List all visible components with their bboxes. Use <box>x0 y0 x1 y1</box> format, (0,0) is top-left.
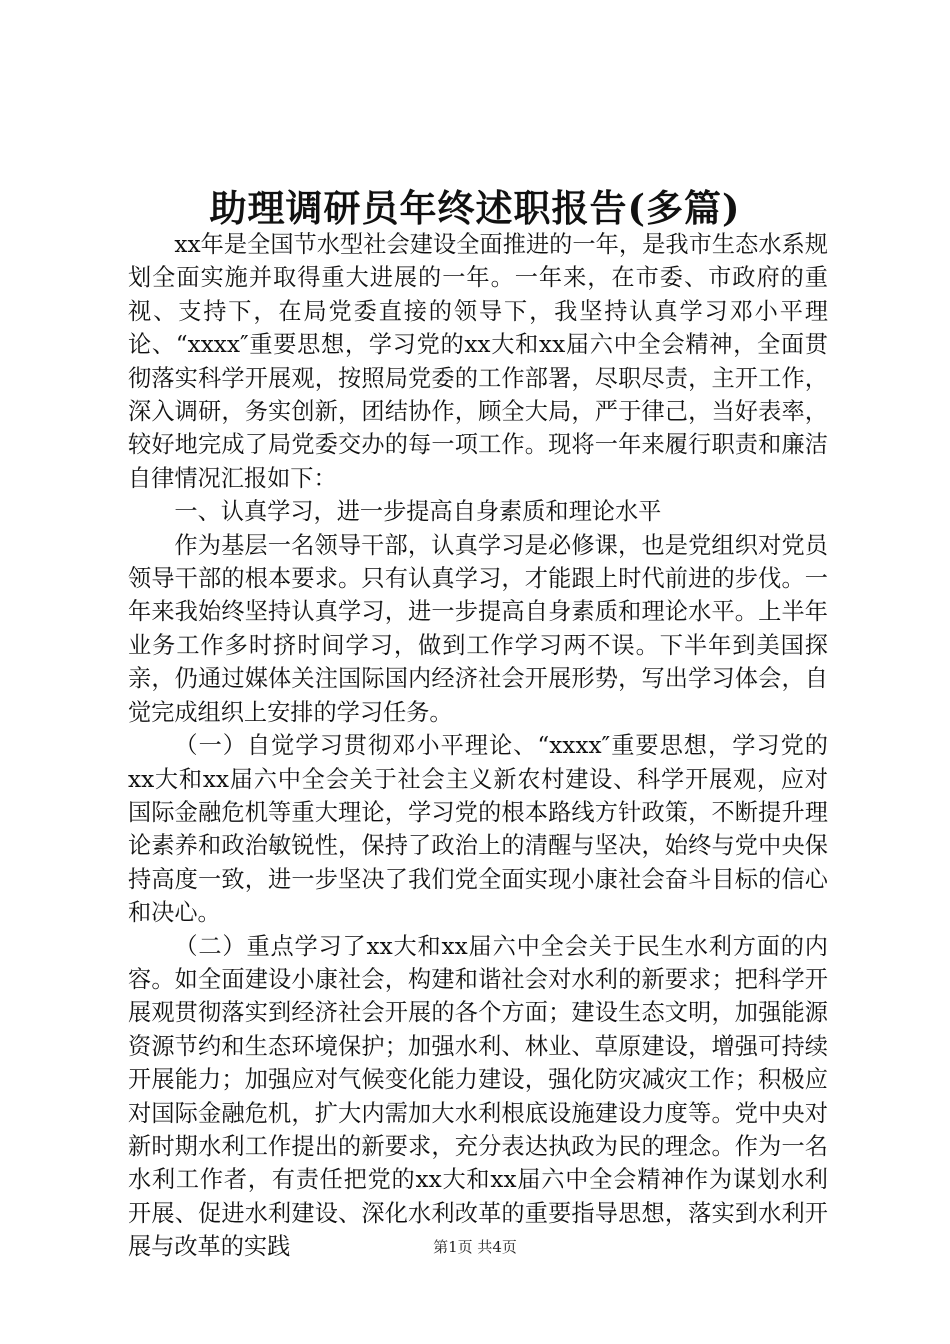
body-paragraph: （二）重点学习了xx大和xx届六中全会关于民生水利方面的内容。如全面建设小康社会，构建和谐社会对水利的新要求；把科学开展观贯彻落实到经济社会开展的各个方面；建设生态文明，加强能源资源节约和生态环境保护；加强水利、林业、草原建设，增强可持续开展能力；加强应对气候变化能力建设，强化防灾减灾工作；积极应对国际金融危机，扩大内需加大水利根底设施建设力度等。党中央对新时期水利工作提出的新要求，充分表达执政为民的理念。作为一名水利工作者，有责任把党的xx大和xx届六中全会精神作为谋划水利开展、促进水利建设、深化水利改革的重要指导思想，落实到水利开展与改革的实践 <box>128 932 828 1261</box>
body-paragraph: （一）自觉学习贯彻邓小平理论、“xxxx″重要思想，学习党的xx大和xx届六中全会关于社会主义新农村建设、科学开展观，应对国际金融危机等重大理论，学习党的根本路线方针政策，不断提升理论素养和政治敏锐性，保持了政治上的清醒与坚决，始终与党中央保持高度一致，进一步坚决了我们党全面实现小康社会奋斗目标的信心和决心。 <box>128 732 828 927</box>
section-heading: 一、认真学习，进一步提高自身素质和理论水平 <box>174 498 662 526</box>
body-paragraph: 作为基层一名领导干部，认真学习是必修课，也是党组织对党员领导干部的根本要求。只有认真学习，才能跟上时代前进的步伐。一年来我始终坚持认真学习，进一步提高自身素质和理论水平。上半年业务工作多时挤时间学习，做到工作学习两不误。下半年到美国探亲，仍通过媒体关注国际国内经济社会开展形势，写出学习体会，自觉完成组织上安排的学习任务。 <box>128 531 828 726</box>
document-title: 助理调研员年终述职报告(多篇) <box>209 186 741 230</box>
page-footer: 第1页 共4页 <box>433 1238 517 1256</box>
intro-paragraph: xx年是全国节水型社会建设全面推进的一年，是我市生态水系规划全面实施并取得重大进展的一年。一年来，在市委、市政府的重视、支持下，在局党委直接的领导下，我坚持认真学习邓小平理论、“xxxx″重要思想，学习党的xx大和xx届六中全会精神，全面贯彻落实科学开展观，按照局党委的工作部署，尽职尽责，主开工作，深入调研，务实创新，团结协作，顾全大局，严于律己，当好表率，较好地完成了局党委交办的每一项工作。现将一年来履行职责和廉洁自律情况汇报如下： <box>128 231 828 492</box>
document-body <box>128 228 828 1264</box>
